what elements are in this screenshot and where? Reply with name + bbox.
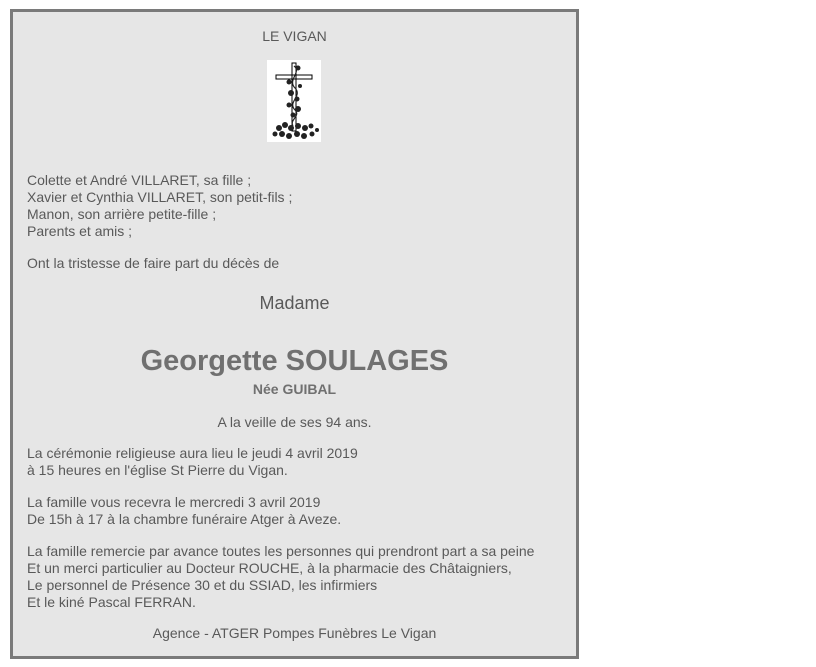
maiden-name: Née GUIBAL [252, 381, 337, 397]
cross-with-ivy-icon [267, 60, 321, 142]
announcement-text: Ont la tristesse de faire part du décès de [27, 255, 280, 271]
ceremony-line: La cérémonie religieuse aura lieu le jeudi 4 avril 2019 [27, 445, 358, 461]
family-line: Colette et André VILLARET, sa fille ; [27, 172, 252, 188]
deceased-name: Georgette SOULAGES [140, 345, 449, 377]
thanks-line: Le personnel de Présence 30 et du SSIAD, les infirmiers [27, 577, 378, 593]
ceremony-line: à 15 heures en l'église St Pierre du Vigan. [27, 462, 288, 478]
obituary-card [10, 9, 579, 659]
family-line: Parents et amis ; [27, 223, 133, 239]
family-line: Xavier et Cynthia VILLARET, son petit-fils ; [27, 189, 293, 205]
agency-footer: Agence - ATGER Pompes Funèbres Le Vigan [152, 625, 437, 641]
age-line: A la veille de ses 94 ans. [217, 414, 372, 430]
thanks-line: Et un merci particulier au Docteur ROUCHE, à la pharmacie des Châtaigniers, [27, 560, 512, 576]
thanks-line: Et le kiné Pascal FERRAN. [27, 594, 196, 610]
reception-line: De 15h à 17 à la chambre funéraire Atger à Aveze. [27, 511, 342, 527]
town-heading: LE VIGAN [262, 28, 327, 44]
reception-line: La famille vous recevra le mercredi 3 avril 2019 [27, 494, 321, 510]
family-line: Manon, son arrière petite-fille ; [27, 206, 217, 222]
thanks-line: La famille remercie par avance toutes les personnes qui prendront part a sa peine [27, 543, 535, 559]
deceased-title: Madame [259, 293, 330, 313]
